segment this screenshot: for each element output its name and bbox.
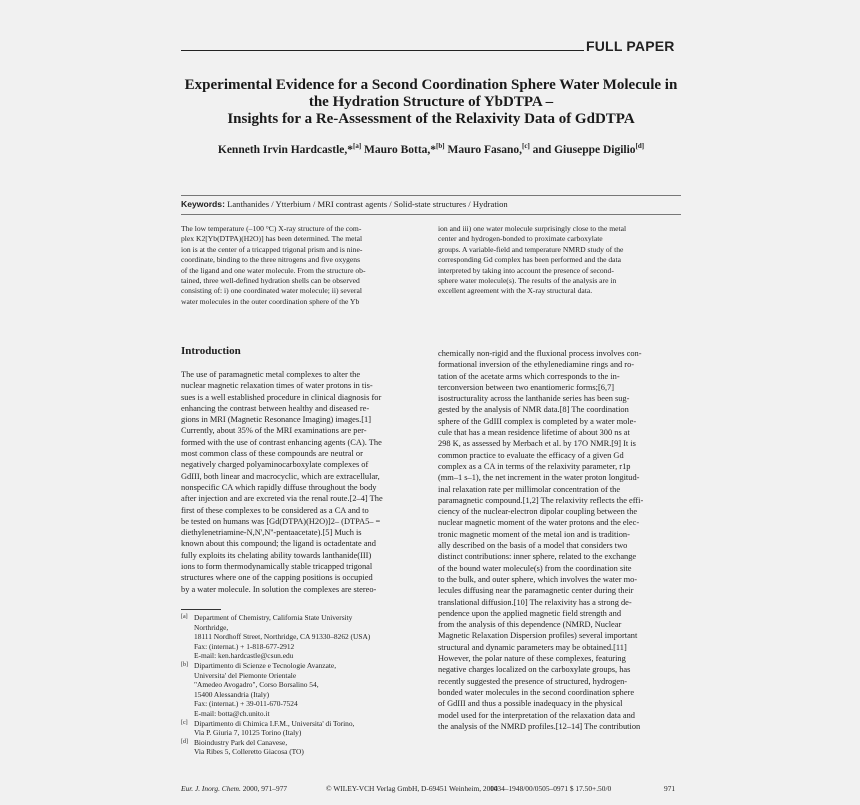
text-line: lecules diffusing near the paramagnetic center during their — [438, 586, 634, 596]
text-line: ion and iii) one water molecule surprisingly close to the metal — [438, 224, 627, 233]
text-line: sphere water molecule(s). The results of the analysis are in — [438, 276, 617, 286]
body-left-column — [181, 369, 424, 595]
text-line: bonded water molecules in the second coordination sphere — [438, 687, 635, 697]
footnote-entry — [181, 719, 424, 738]
text-line: excellent agreement with the X-ray structural data. — [438, 286, 593, 296]
abstract-right-column — [438, 224, 681, 297]
text-line: tronic magnetic moment of the metal ion and is tradition- — [438, 529, 630, 539]
text-line: Currently, about 35% of the MRI examinations are per- — [181, 426, 367, 436]
text-line: nuclear magnetic moment of the water protons and the elec- — [438, 518, 640, 528]
header-rule — [181, 50, 584, 51]
footnote-line: 18111 Nordhoff Street, Northridge, CA 91330–8262 (USA) — [194, 632, 371, 642]
text-line: negative charges localized on the carboxylate groups, has — [438, 665, 631, 675]
keywords-text: Lanthanides / Ytterbium / MRI contrast agents / Solid-state structures / Hydration — [227, 199, 508, 209]
author-name: Mauro Fasano, — [447, 143, 523, 156]
text-line: be tested on humans was [Gd(DTPA)(H2O)]2– (DTPA5– = — [181, 516, 381, 526]
text-line: Magnetic Relaxation Dispersion profiles) several important — [438, 631, 638, 641]
text-line: consisting of: i) one coordinated water molecule; ii) several — [181, 286, 362, 296]
footnote-line: Department of Chemistry, California State University — [194, 613, 353, 622]
footer-journal: Eur. J. Inorg. Chem. — [181, 784, 241, 793]
text-line: corresponding Gd complex has been performed and the data — [438, 255, 622, 265]
keywords-rule-bottom — [181, 214, 681, 215]
text-line: enhancing the contrast between healthy and diseased re- — [181, 403, 370, 413]
footnote-mark: [d] — [181, 738, 188, 745]
text-line: gested by the analysis of NMR data.[8] The coordination — [438, 405, 629, 415]
text-line: tained, three well-defined hydration shells can be observed — [181, 276, 360, 286]
text-line: ion is at the center of a tricapped trigonal prism and is nine- — [181, 244, 363, 254]
text-line: to the bulk, and outer sphere, which involves the water mo- — [438, 574, 638, 584]
text-line: center and hydrogen-bonded to proximate carboxylate — [438, 234, 603, 244]
affiliation-mark: [a] — [353, 142, 362, 150]
footnote-mark: [c] — [181, 719, 188, 726]
text-line: model used for the interpretation of the relaxation data and — [438, 710, 635, 720]
text-line: after injection and are excreted via the renal route.[2–4] The — [181, 494, 383, 504]
footnote-entry — [181, 613, 424, 661]
text-line: most common class of these compounds are neutral or — [181, 449, 363, 459]
text-line: common practice to evaluate the efficacy of a given Gd — [438, 450, 624, 460]
text-line: coordinate, binding to the three nitrogens and five oxygens — [181, 255, 361, 265]
paper-title — [181, 77, 681, 128]
text-line: distinct contributions: inner sphere, related to the exchange — [438, 552, 637, 562]
page-number: 971 — [664, 784, 676, 793]
footnote-line: Fax: (internat.) + 39-011-670-7524 — [194, 699, 298, 709]
footnote-line: Via P. Giuria 7, 10125 Torino (Italy) — [194, 728, 302, 738]
text-line: sphere of the GdIII complex is completed by a water mole- — [438, 416, 637, 426]
text-line: fully exploits its chelating ability towards lanthanide(III) — [181, 550, 372, 560]
footer-citation — [181, 784, 287, 793]
footnote-entry — [181, 661, 424, 719]
footnote-line: Northridge, — [194, 622, 229, 632]
abstract-left-column — [181, 224, 424, 307]
text-line: translational diffusion.[10] The relaxivity has a strong de- — [438, 597, 632, 607]
text-line: paramagnetic compound.[1,2] The relaxivity reflects the effi- — [438, 495, 644, 505]
text-line: known about this compound; the ligand is octadentate and — [181, 539, 376, 549]
title-line: the Hydration Structure of YbDTPA – — [308, 94, 554, 110]
text-line: GdIII, both linear and macrocyclic, which are extracellular, — [181, 471, 380, 481]
text-line: pendence upon the applied magnetic field strength and — [438, 608, 622, 618]
text-line: nonspecific CA which rapidly diffuse throughout the body — [181, 482, 377, 492]
text-line: plex K2[Yb(DTPA)(H2O)] has been determined. The metal — [181, 234, 363, 244]
text-line: ciency of the nuclear-electron dipolar coupling between the — [438, 507, 638, 517]
text-line: However, the polar nature of these complexes, featuring — [438, 654, 626, 664]
text-line: the analysis of the NMRD profiles.[12–14] The contribution — [438, 721, 641, 731]
text-line: (mm–1 s–1), the net increment in the water proton longitud- — [438, 473, 640, 483]
text-line: by a water molecule. In solution the complexes are stereo- — [181, 584, 377, 594]
text-line: tation of the acetate arms which corresponds to the in- — [438, 371, 620, 381]
text-line: recently suggested the presence of structured, hydrogen- — [438, 676, 628, 686]
text-line: interpreted by taking into account the presence of second- — [438, 265, 614, 275]
text-line: diethylenetriamine-N,N',N''-pentaacetate).[5] Much is — [181, 528, 362, 538]
title-line: Experimental Evidence for a Second Coordination Sphere Water Molecule in — [184, 77, 678, 93]
footnote-rule — [181, 609, 221, 610]
author-name: Kenneth Irvin Hardcastle,* — [217, 143, 353, 156]
text-line: water molecules in the outer coordination sphere of the Yb — [181, 296, 360, 306]
footer-issn: 1434–1948/00/0505–0971 $ 17.50+.50/0 — [490, 784, 612, 793]
affiliation-mark: [b] — [436, 142, 445, 150]
author-name: and Giuseppe Digilio — [532, 143, 636, 156]
text-line: complex as a CA in terms of the relaxivity parameter, r1p — [438, 461, 631, 471]
footer-year-pages: 2000, 971–977 — [242, 784, 288, 793]
text-line: sues is a well established procedure in clinical diagnosis for — [181, 392, 382, 402]
text-line: The low temperature (–100 °C) X-ray structure of the com- — [181, 224, 362, 233]
footnote-line: 15400 Alessandria (Italy) — [194, 689, 270, 699]
text-line: inal relaxation rate per millimolar concentration of the — [438, 484, 621, 494]
text-line: groups. A variable-field and temperature NMRD study of the — [438, 244, 624, 254]
footnote-line: Bioindustry Park del Canavese, — [194, 737, 288, 747]
text-line: structures where one of the capping positions is occupied — [181, 573, 373, 583]
footnote-line: Dipartimento di Chimica I.F.M., Universita' di Torino, — [194, 718, 355, 728]
footnote-line: Via Ribes 5, Colleretto Giacosa (TO) — [194, 747, 304, 757]
text-line: negatively charged polyaminocarboxylate complexes of — [181, 460, 369, 470]
footnote-mark: [a] — [181, 614, 188, 620]
text-line: gions in MRI (Magnetic Resonance Imaging) images.[1] — [181, 415, 372, 425]
text-line: terconversion between two enantiomeric forms;[6,7] — [438, 382, 615, 392]
text-line: first of these complexes to be considered as a CA and to — [181, 505, 369, 515]
author-name: Mauro Botta,* — [364, 143, 437, 156]
text-line: formational inversion of the ethylenediamine rings and ro- — [438, 360, 635, 370]
text-line: 298 K, as assessed by Merbach et al. by 17O NMR.[9] It is — [438, 439, 636, 449]
text-line: ally described on the basis of a model that considers two — [438, 541, 628, 551]
text-line: formed with the use of contrast enhancing agents (CA). The — [181, 437, 382, 447]
footnote-line: Dipartimento di Scienze e Tecnologie Avanzate, — [194, 660, 337, 670]
footnote-line: Fax: (internat.) + 1-818-677-2912 — [194, 641, 295, 651]
text-line: of the ligand and one water molecule. From the structure ob- — [181, 265, 366, 275]
affiliation-footnotes — [181, 613, 424, 757]
text-line: from the analysis of this dependence (NMRD, Nuclear — [438, 620, 622, 630]
affiliation-mark: [d] — [635, 142, 645, 150]
footnote-line: "Amedeo Avogadro", Corso Borsalino 54, — [194, 680, 319, 690]
section-heading: Introduction — [181, 345, 241, 357]
body-right-column — [438, 348, 681, 732]
text-line: isostructurality across the lanthanide series has been sug- — [438, 394, 630, 404]
footnote-mark: [b] — [181, 661, 188, 668]
text-line: ions to form thermodynamically stable tricapped trigonal — [181, 562, 373, 572]
affiliation-mark: [c] — [522, 142, 530, 150]
title-line: Insights for a Re-Assessment of the Relaxivity Data of GdDTPA — [227, 111, 635, 127]
author-list — [181, 142, 681, 156]
keywords-rule-top — [181, 195, 681, 196]
text-line: cule that has a mean residence lifetime of about 300 ns at — [438, 428, 630, 438]
keywords-label: Keywords: — [181, 199, 225, 209]
footnote-line: Universita' del Piemonte Orientale — [194, 670, 297, 680]
text-line: The use of paramagnetic metal complexes to alter the — [181, 370, 361, 379]
footnote-line: E-mail: ken.hardcastle@csun.edu — [194, 651, 294, 661]
keywords — [181, 199, 681, 209]
footnote-entry — [181, 738, 424, 757]
footnote-line: E-mail: botta@ch.unito.it — [194, 708, 270, 718]
section-label: FULL PAPER — [586, 38, 675, 54]
text-line: chemically non-rigid and the fluxional process involves con- — [438, 349, 642, 358]
text-line: of the bound water molecule(s) from the coordination site — [438, 563, 632, 573]
text-line: nuclear magnetic relaxation times of water protons in tis- — [181, 381, 373, 391]
footer-copyright: © WILEY-VCH Verlag GmbH, D-69451 Weinheim, 2000 — [326, 784, 498, 793]
text-line: structural and dynamic parameters may be obtained.[11] — [438, 642, 627, 652]
text-line: of GdIII and thus a possible inadequacy in the physical — [438, 699, 623, 709]
